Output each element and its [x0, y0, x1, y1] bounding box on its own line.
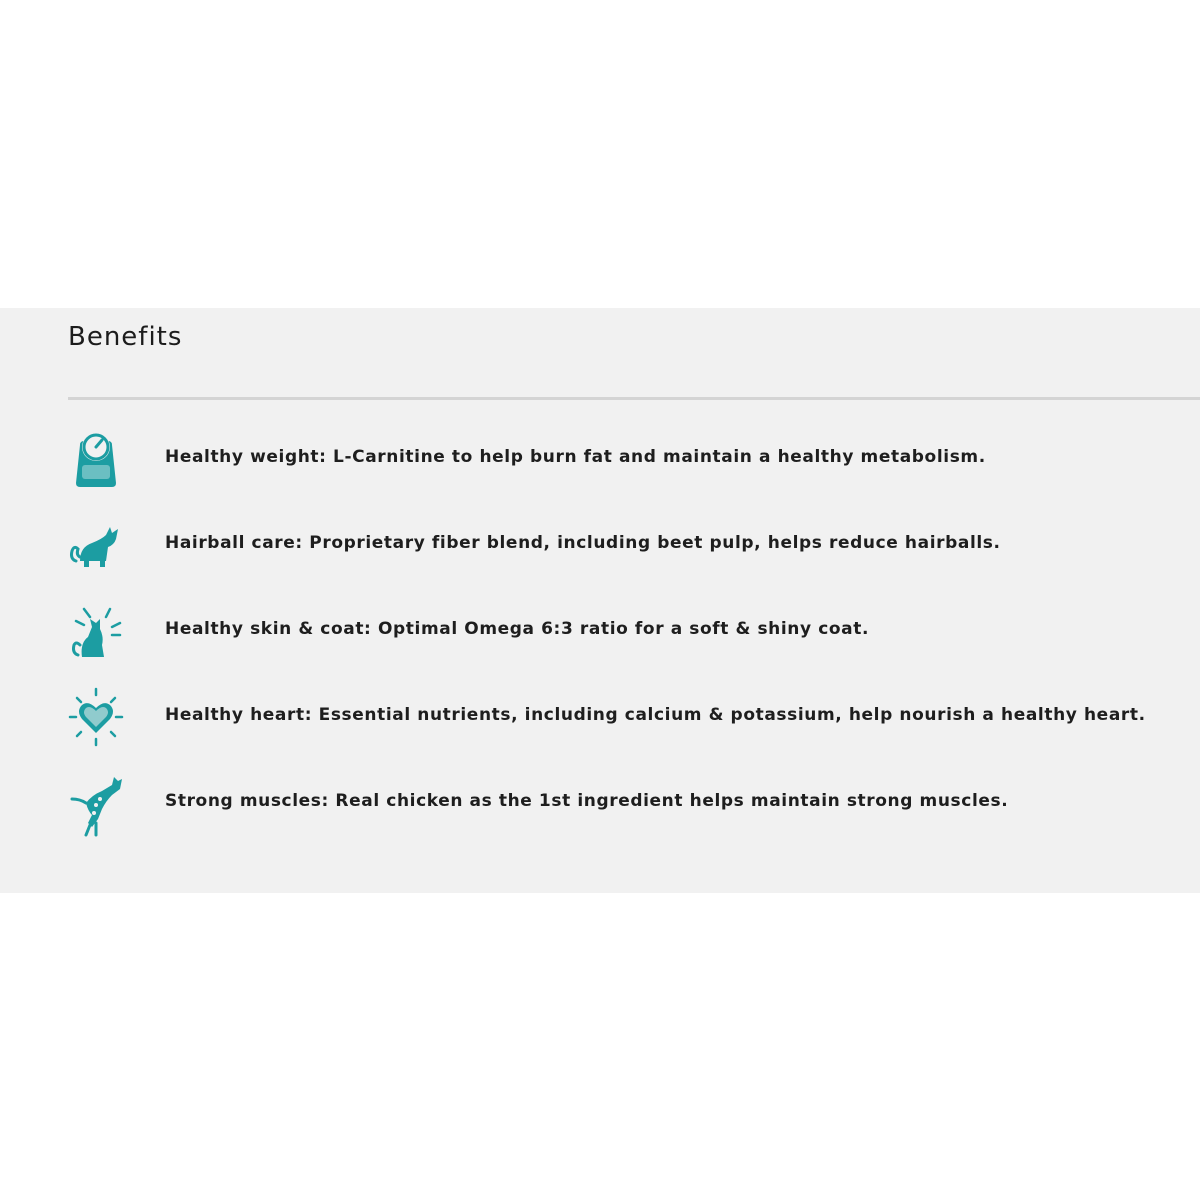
- benefit-text: Hairball care: Proprietary fiber blend, including beet pulp, helps reduce hairballs.: [165, 533, 1001, 553]
- benefit-text: Strong muscles: Real chicken as the 1st ingredient helps maintain strong muscles.: [165, 791, 1009, 811]
- scale-icon: [66, 425, 126, 495]
- radiant-heart-icon: [66, 683, 126, 753]
- section-title: Benefits: [68, 322, 183, 352]
- cat-licking-icon: [66, 511, 126, 581]
- title-divider: [68, 397, 1200, 400]
- shiny-cat-icon: [66, 597, 126, 667]
- benefit-text: Healthy heart: Essential nutrients, including calcium & potassium, help nourish a healthy heart.: [165, 705, 1146, 725]
- benefit-item-hairball: [60, 511, 1180, 581]
- benefit-item-weight: [60, 425, 1180, 495]
- benefit-item-muscles: [60, 769, 1180, 839]
- leaping-cat-icon: [66, 769, 126, 839]
- benefit-text: Healthy skin & coat: Optimal Omega 6:3 ratio for a soft & shiny coat.: [165, 619, 870, 639]
- benefit-text: Healthy weight: L-Carnitine to help burn fat and maintain a healthy metabolism.: [165, 447, 986, 467]
- benefit-item-heart: [60, 683, 1180, 753]
- benefit-item-skin-coat: [60, 597, 1180, 667]
